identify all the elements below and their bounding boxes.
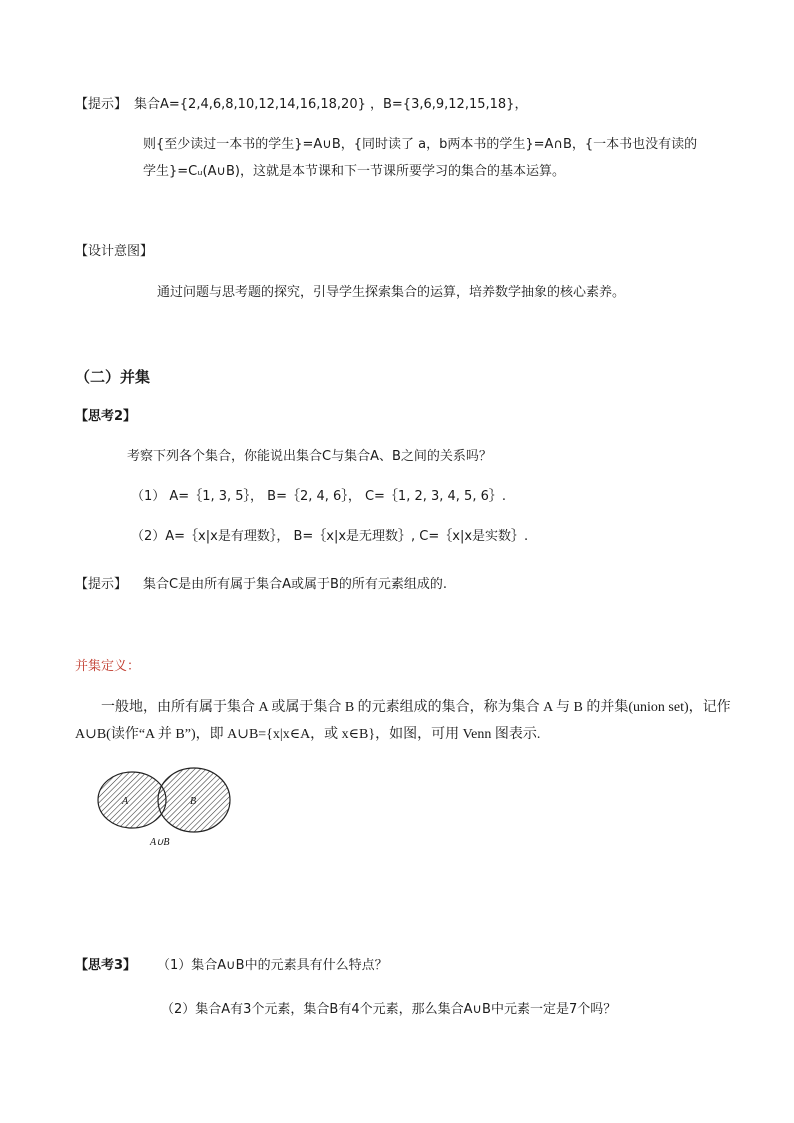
- venn-diagram: [94, 762, 236, 850]
- hint1-line2: 则{至少读过一本书的学生}=A∪B，{同时读了 a，b两本书的学生}=A∩B，{一本书也没有读的: [143, 137, 698, 152]
- union-definition-title: 并集定义：: [75, 659, 141, 674]
- hint1-line1: 集合A={2,4,6,8,10,12,14,16,18,20} ，B={3,6,9,12,15,18}，: [134, 97, 528, 112]
- think2-question: 考察下列各个集合，你能说出集合C与集合A、B之间的关系吗？: [127, 449, 492, 464]
- think2-item1: （1） A=｛1, 3, 5｝， B=｛2, 4, 6｝， C=｛1, 2, 3, 4, 5, 6｝.: [131, 489, 507, 504]
- venn-label-a: A: [122, 796, 129, 807]
- think3-q2: （2）集合A有3个元素，集合B有4个元素，那么集合A∪B中元素一定是7个吗？: [161, 1002, 617, 1017]
- think3-tag: 【思考3】: [75, 958, 137, 973]
- section-union-title: （二）并集: [75, 368, 151, 386]
- venn-caption: A∪B: [150, 837, 170, 848]
- hint1-line3: 学生}=Cᵤ(A∪B)，这就是本节课和下一节课所要学习的集合的基本运算。: [143, 164, 565, 179]
- hint2-tag: 【提示】: [75, 577, 128, 592]
- hint1-tag: 【提示】: [75, 97, 128, 112]
- think2-tag: 【思考2】: [75, 409, 137, 424]
- think3-q1: （1）集合A∪B中的元素具有什么特点？: [157, 958, 388, 973]
- definition-line1: 一般地，由所有属于集合 A 或属于集合 B 的元素组成的集合，称为集合 A 与 B 的并集(union set)，记作: [101, 700, 731, 715]
- think2-item2: （2）A=｛x|x是有理数｝， B=｛x|x是无理数｝, C=｛x|x是实数｝.: [131, 529, 529, 544]
- hint2-text: 集合C是由所有属于集合A或属于B的所有元素组成的.: [143, 577, 448, 592]
- design-intent-text: 通过问题与思考题的探究，引导学生探索集合的运算，培养数学抽象的核心素养。: [157, 285, 626, 300]
- venn-label-b: B: [190, 796, 197, 807]
- definition-line2: A∪B(读作“A 并 B”)，即 A∪B={x|x∈A，或 x∈B}，如图，可用 Venn 图表示.: [75, 727, 541, 742]
- design-intent-title: 【设计意图】: [75, 244, 154, 259]
